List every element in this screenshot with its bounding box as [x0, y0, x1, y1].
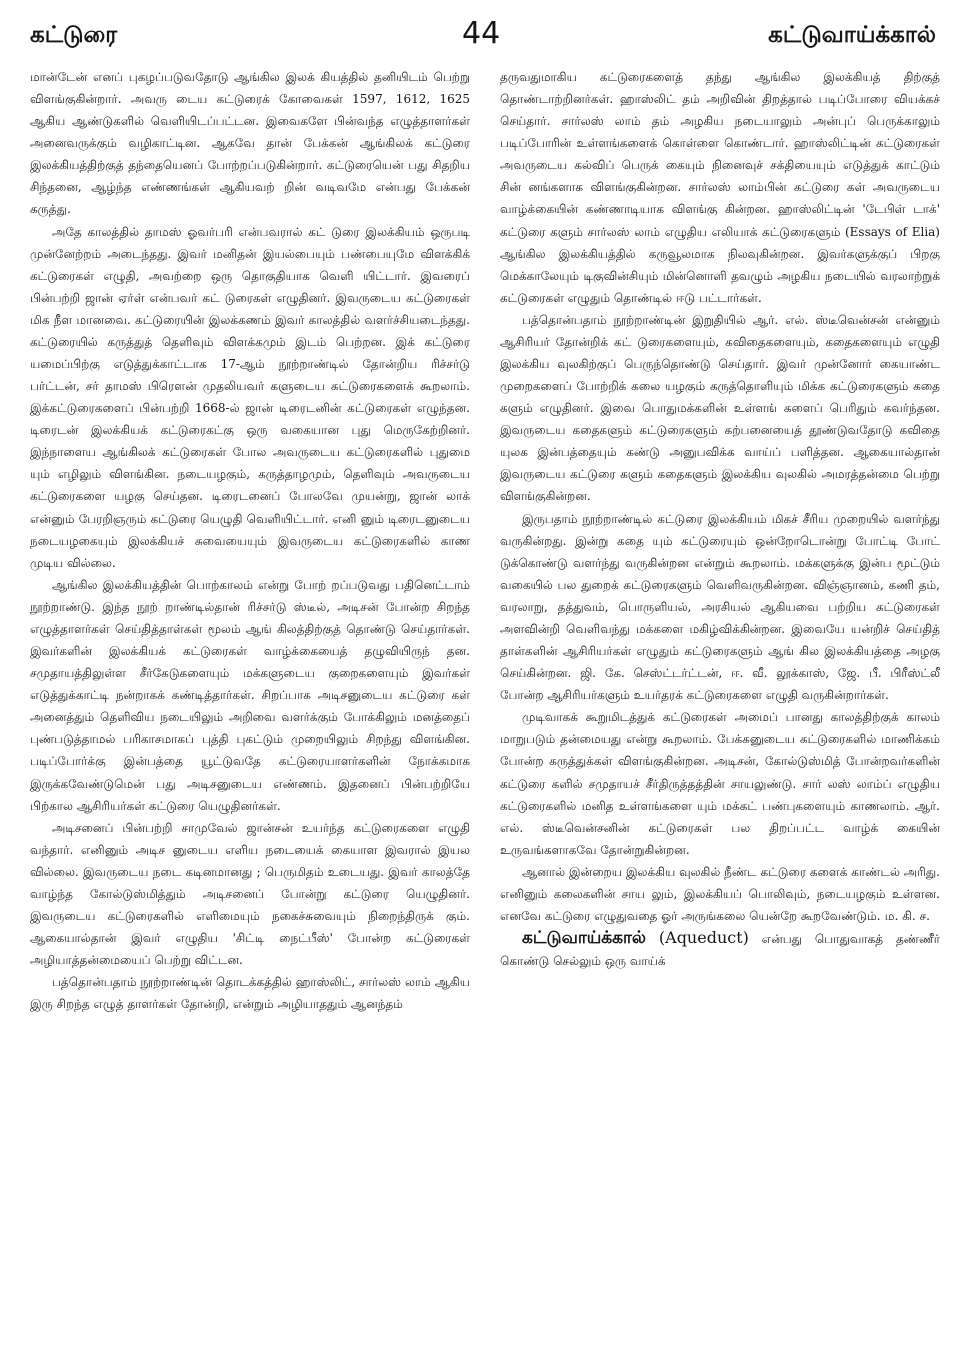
header-left-guideword: கட்டுரை — [30, 22, 118, 48]
entry-english-term: (Aqueduct) — [658, 928, 749, 948]
paragraph: பத்தொன்பதாம் நூற்றாண்டின் இறுதியில் ஆர். எல். ஸ்டீவென்சன் என்னும் ஆசிரியர் தோன்றிக் கட் டுரைகளையும், கவிதைகளையும், கதைகளையும் எழுதி இலக்கிய வுலகிற்குப் பெருந்தொண்டு செய்தார். இவர் முன்னோர் கையாண்ட முறைகளைப் போற்றிக் கலை யழகும் கருத்தொளியும் மிக்க கட்டுரைகளும் கதை களும் எழுதினர். இவை பொதுமக்களின் உள்ளங் களைப் பெரிதும் கவர்ந்தன. இவருடைய கதைகளும் கட்டுரைகளும் கற்பனையைத் தூண்டுவதோடு கவிதை யுலக இன்பத்தையும் கண்டு அனுபவிக்க வாய்ப் பளித்தன. ஆகையால்தான் இவருடைய கட்டுரை களும் கதைகளும் இலக்கிய வுலகில் அமரத்தன்மை பெற்று விளங்குகின்றன. — [500, 312, 940, 504]
page-number: 44 — [462, 16, 501, 51]
paragraph: முடிவாகக் கூறுமிடத்துக் கட்டுரைகள் அமைப் பானது காலத்திற்குக் காலம் மாறுபடும் தன்மையது என்று கூறலாம். பேக்கனுடைய கட்டுரைகளில் மாணிக்கம் போன்ற கருத்துக்கள் விளங்குகின்றன. அடிசன், கோல்டுஸ்மித் போன்றவர்களின் கட்டுரை களில் சமுதாயச் சீர்திருத்தத்தின் சாயலுண்டு. சார் லஸ் லாம்ப் எழுதிய கட்டுரைகளில் மனித உள்ளங்களை யும் மக்கட் பண்புகளையும் காணலாம். ஆர். எல். ஸ்டீவென்சனின் கட்டுரைகள் பல திறப்பட்ட வாழ்க் கையின் உருவங்களாகவே தோன்றுகின்றன. — [500, 710, 940, 857]
header-right-guideword: கட்டுவாய்க்கால் — [768, 22, 936, 48]
new-entry — [500, 927, 940, 972]
page-header — [0, 0, 966, 56]
entry-text: என்பது பொதுவாகத் தண்ணீர் கொண்டு செல்லும் ஒரு வாய்க் — [500, 932, 940, 969]
right-column — [500, 66, 940, 1358]
entry-title: கட்டுவாய்க்கால் — [522, 928, 647, 949]
paragraph: ஆனால் இன்றைய இலக்கிய வுலகில் நீண்ட கட்டுரை களைக் காண்டல் அரிது. எனினும் கலைகளின் சாய லும், இலக்கியப் பொலிவும், நடையழகும் உள்ளன. எனவே கட்டுரை எழுதுவதை ஓர் அருங்கலை யென்றே கூறவேண்டும். — [500, 864, 940, 923]
paragraph: இருபதாம் நூற்றாண்டில் கட்டுரை இலக்கியம் மிகச் சீரிய முறையில் வளர்ந்து வருகின்றது. இன்று கதை யும் கட்டுரையும் ஒன்றோடொன்று போட்டி போட் டுக்கொண்டு வளர்ந்து வருகின்றன என்றும் கூறலாம். மக்களுக்கு இன்ப மூட்டும் வகையில் பல துறைக் கட்டுரைகளும் வெளிவருகின்றன. விஞ்ஞானம், கணி தம், வரலாறு, தத்துவம், பொருளியல், அரசியல் ஆகியவை பற்றிய கட்டுரைகள் அளவின்றி வெளிவந்து மக்களை மகிழ்விக்கின்றன. இவையே யன்றிச் செய்தித் தாள்களின் ஆசிரியர்கள் எழுதும் கட்டுரைகளும் ஆங் கில இலக்கியத்தை அழகு செய்கின்றன. ஜி. கே. செஸ்ட்டர்ட்டன், ஈ. வீ. லூக்காஸ், ஜே. பீ. பிரீஸ்ட்லீ போன்ற ஆசிரியர்களும் உயர்தரக் கட்டுரைகளை எழுதி வருகின்றார்கள். — [500, 511, 940, 703]
paragraph: தருவதுமாகிய கட்டுரைகளைத் தந்து ஆங்கில இலக்கியத் திற்குத் தொண்டாற்றினர்கள். ஹாஸ்லிட் தம் அறிவின் திறத்தால் படிப்போரை வியக்கச் செய்தார். சார்லஸ் லாம் தம் அழகிய நடையாலும் அன்புப் பெருக்காலும் படிப்போரின் உள்ளங்களைக் கொள்ளை கொண்டார். ஹாஸ்லிட்டின் கட்டுரைகள் அவருடைய கல்விப் பெருக் கையும் நினைவுச் சக்தியையும் எடுத்துக் காட்டும் சின் னங்களாக விளங்குகின்றன. சார்லஸ் லாம்பின் கட்டுரை கள் அவருடைய வாழ்க்கையின் கண்ணாடியாக விளங்கு கின்றன. ஹாஸ்லிட்டின் 'டேபிள் டாக்' கட்டுரை களும் சார்லஸ் லாம் எழுதிய எலியாக் கட்டுரைகளும் (Essays of Elia) ஆங்கில இலக்கியத்தில் கருவூலமாக நிலவுகின்றன. இவர்களுக்குப் பிறகு மெக்காலேயும் டிகுவின்சியும் மின்னொளி தவழும் அழகிய நடையில் வரலாற்றுக் கட்டுரைகள் எழுதும் தொண்டில் ஈடு பட்டார்கள். — [500, 70, 940, 305]
paragraph: பத்தொன்பதாம் நூற்றாண்டின் தொடக்கத்தில் ஹாஸ்லிட், சார்லஸ் லாம் ஆகிய இரு சிறந்த எழுத் தாளர்கள் தோன்றி, என்றும் அழியாததும் ஆனந்தம் — [30, 975, 470, 1012]
paragraph: ஆங்கில இலக்கியத்தின் பொற்காலம் என்று போற் றப்படுவது பதினெட்டாம் நூற்றாண்டு. இந்த நூற் றாண்டில்தான் ரிச்சர்டு ஸ்டீல், அடிசன் போன்ற சிறந்த எழுத்தாளர்கள் செய்தித்தாள்கள் மூலம் ஆங் கிலத்திற்குத் தொண்டு செய்தார்கள். இவர்களின் இலக்கியக் கட்டுரைகள் வாழ்க்கையைத் தழுவியிருந் தன. சமுதாயத்திலுள்ள சீர்கேடுகளையும் மக்களுடைய குறைகளையும் இவர்கள் எடுத்துக்காட்டி நன்றாகக் கண்டித்தார்கள். சிறப்பாக அடிசனுடைய கட்டுரை கள் அனைத்தும் தெளிவிய நடையிலும் அறிவை வளர்க்கும் போக்கிலும் மனத்தைப் புண்படுத்தாமல் பரிகாசமாகப் புத்தி புகட்டும் முறையிலும் சிறந்து விளங்கின. படிப்போர்க்கு இன்பத்தை யூட்டுவதே கட்டுரையாளர்களின் நோக்கமாக இருக்கவேண்டுமென் பது அடிசனுடைய எண்ணம். இதனைப் பின்பற்றியே பிற்கால ஆசிரியர்கள் கட்டுரை யெழுதினர்கள். — [30, 577, 470, 813]
author-initials: ம. கி. ச. — [884, 909, 930, 924]
paragraph: அதே காலத்தில் தாமஸ் ஓவர்பரி என்பவரால் கட் டுரை இலக்கியம் ஒருபடி முன்னேற்றம் அடைந்தது. இவர் மனிதன் இயல்பையும் பண்பையுமே விளக்கிக் கட்டுரைகள் எழுதி, அவற்றை ஒரு தொகுதியாக வெளி யிட்டார். இவரைப் பின்பற்றி ஜான் ஏர்ள் என்பவர் கட் டுரைகள் எழுதினர். இவருடைய கட்டுரைகள் மிக நீள மானவை. கட்டுரையின் இலக்கணம் இவர் காலத்தில் வளர்ச்சியடைந்தது. கட்டுரையில் கருத்துத் தெளிவும் விளக்கமும் இடம் பெற்றன. இக் கட்டுரை யமைப்பிற்கு எடுத்துக்காட்டாக 17-ஆம் நூற்றாண்டில் தோன்றிய ரிச்சர்டு பர்ட்டன், சர் தாமஸ் பிரௌன் முதலியவர் களுடைய கட்டுரைகளைக் கூறலாம். இக்கட்டுரைகளைப் பின்பற்றி 1668-ல் ஜான் டிரைடனின் கட்டுரைகள் எழுந்தன. டிரைடன் இலக்கியக் கட்டுரைகட்கு ஒரு வகையான புது மெருகேற்றினர். இந்நாளைய ஆங்கிலக் கட்டுரைகள் போல அவருடைய கட்டுரைகளில் புதுமை யும் எழிலும் விளங்கின. நடையழகும், கருத்தாழமும், தெளிவும் அவருடைய கட்டுரைகளை யழகு செய்தன. டிரைடனைப் போலவே முயன்று, ஜான் லாக் என்னும் பேரறிஞரும் கட்டுரை யெழுதி வெளியிட்டார். எனி னும் டிரைடனுடைய நடையழகையும் இலக்கியச் சுவையையும் இவருடைய கட்டுரைகளில் காண முடிய வில்லை. — [30, 224, 470, 570]
paragraph: மான்டேன் எனப் புகழப்படுவதோடு ஆங்கில இலக் கியத்தில் தனியிடம் பெற்று விளங்குகின்றார். அவரு டைய கட்டுரைக் கோவைகள் 1597, 1612, 1625 ஆகிய ஆண்டுகளில் வெளியிடப்பட்டன. இவைகளே பின்வந்த எழுத்தாளர்கள் அனைவருக்கும் வழிகாட்டின. ஆகவே தான் பேக்கன் ஆங்கிலக் கட்டுரை இலக்கியத்திற்குத் தந்தையெனப் போற்றப்படுகின்றார். கட்டுரையென் பது சிதறிய சிந்தனை, ஆழ்ந்த எண்ணங்கள் ஆகியவற் றின் வடிவமே என்பது பேக்கன் கருத்து. — [30, 70, 470, 217]
paragraph: அடிசனைப் பின்பற்றி சாமுவேல் ஜான்சன் உயர்ந்த கட்டுரைகளை எழுதி வந்தார். எனினும் அடிச னுடைய எளிய நடையைக் கையாள இவரால் இயல வில்லை. இவருடைய நடை கடினமானது ; பெருமிதம் உடையது. இவர் காலத்தே வாழ்ந்த கோல்டுஸ்மித்தும் அடிசனைப் போன்று கட்டுரை யெழுதினர். இவருடைய கட்டுரைகளில் எளிமையும் நகைச்சுவையும் நிறைந்திருக் கும். ஆகையால்தான் இவர் எழுதிய 'சிட்டி நைட்பீஸ்' போன்ற கட்டுரைகள் அழியாத்தன்மையைப் பெற்று விட்டன. — [30, 820, 470, 968]
left-column — [30, 66, 470, 1358]
